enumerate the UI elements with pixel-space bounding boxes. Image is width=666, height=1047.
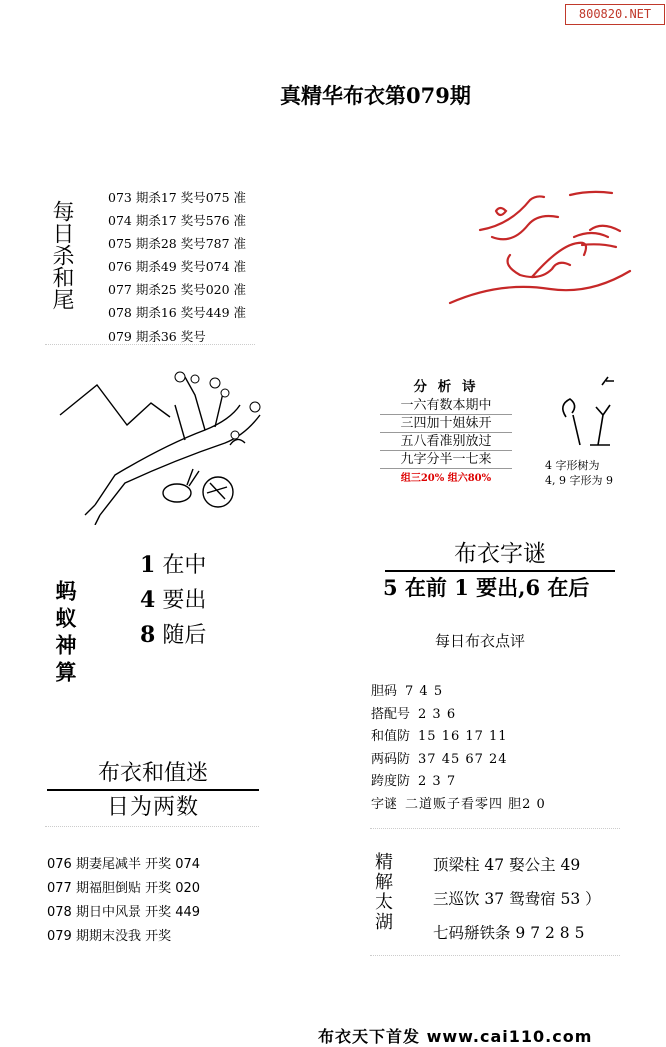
page-title: 真精华布衣第079期 bbox=[280, 83, 471, 108]
shape-hint-line: 4 字形树为 bbox=[545, 459, 600, 472]
ant-text: 在中 bbox=[162, 553, 207, 578]
hezhi-heading: 布衣和值迷 bbox=[47, 756, 259, 791]
ant-num: 4 bbox=[140, 587, 156, 613]
poem-line: 一六有数本期中 bbox=[380, 397, 512, 415]
ant-line bbox=[140, 548, 206, 583]
code-row bbox=[371, 749, 546, 772]
review-heading: 每日布衣点评 bbox=[435, 632, 526, 650]
divider bbox=[370, 955, 620, 956]
review-codes bbox=[371, 681, 546, 816]
branch-rabbit-illustration bbox=[55, 365, 275, 525]
code-value: 15 16 17 11 bbox=[418, 729, 508, 744]
poem-line: 五八看准别放过 bbox=[380, 433, 512, 451]
analysis-poem bbox=[380, 378, 512, 488]
ant-calc-lines bbox=[140, 548, 206, 653]
ant-line bbox=[140, 583, 206, 618]
list-item: 076 期杀49 奖号074 准 bbox=[108, 259, 247, 275]
code-value: 2 3 6 bbox=[418, 706, 457, 722]
code-label: 两码防 bbox=[371, 751, 411, 767]
daily-kill-list bbox=[108, 186, 246, 348]
shape-hint bbox=[545, 458, 613, 488]
code-row bbox=[371, 681, 546, 704]
code-value: 二道贩子看零四 胆2 0 bbox=[405, 796, 546, 812]
hezhi-list bbox=[47, 853, 200, 949]
riddle-heading: 布衣字谜 bbox=[385, 535, 615, 572]
ant-num: 1 bbox=[140, 552, 156, 578]
code-value: 2 3 7 bbox=[418, 774, 457, 789]
site-badge[interactable]: 800820.NET bbox=[565, 4, 665, 25]
code-label: 搭配号 bbox=[371, 706, 411, 722]
poem-line: 三四加十姐妹开 bbox=[380, 415, 512, 433]
poem-heading: 分 析 诗 bbox=[413, 379, 479, 395]
calligraphy-illustration bbox=[440, 185, 640, 315]
riddle-answer: 5 在前 1 要出,6 在后 bbox=[383, 575, 590, 600]
list-item: 078 期杀16 奖号449 准 bbox=[108, 305, 247, 321]
ant-text: 要出 bbox=[162, 588, 207, 613]
list-item: 076 期妻尾减半 开奖 074 bbox=[47, 857, 201, 872]
ant-text: 随后 bbox=[162, 623, 207, 648]
lake-line: 七码掰铁条 9 7 2 8 5 bbox=[433, 924, 585, 942]
lake-heading: 精解太湖 bbox=[372, 852, 393, 932]
list-item: 077 期杀25 奖号020 准 bbox=[108, 282, 247, 298]
lake-line: 三巡饮 37 鸳鸯宿 53 ） bbox=[433, 890, 601, 908]
ant-line bbox=[140, 618, 206, 653]
code-label: 跨度防 bbox=[371, 774, 411, 789]
code-value: 7 4 5 bbox=[405, 684, 444, 699]
poem-line: 九字分半一七来 bbox=[380, 451, 512, 469]
poem-footer: 组三20% 组六80% bbox=[400, 473, 492, 484]
shape-hint-line: 4, 9 字形为 9 bbox=[545, 474, 613, 487]
list-item: 075 期杀28 奖号787 准 bbox=[108, 236, 247, 252]
ant-calc-heading: 蚂蚁神算 bbox=[53, 580, 78, 688]
code-row bbox=[371, 794, 546, 817]
ant-num: 8 bbox=[140, 622, 156, 648]
code-row bbox=[371, 771, 546, 794]
code-label: 字谜 bbox=[371, 796, 398, 812]
code-row bbox=[371, 726, 546, 749]
divider bbox=[45, 344, 255, 345]
list-item: 079 期杀36 奖号 bbox=[108, 328, 206, 344]
list-item: 073 期杀17 奖号075 准 bbox=[108, 190, 247, 205]
code-row bbox=[371, 704, 546, 727]
code-label: 和值防 bbox=[371, 729, 411, 744]
tree-illustration bbox=[548, 375, 628, 455]
daily-kill-heading: 每日杀和尾 bbox=[49, 200, 74, 310]
lake-line: 顶梁柱 47 娶公主 49 bbox=[433, 856, 581, 874]
hezhi-subtitle: 日为两数 bbox=[106, 795, 199, 820]
list-item: 078 期日中风景 开奖 449 bbox=[47, 905, 201, 920]
code-label: 胆码 bbox=[371, 684, 398, 699]
divider bbox=[370, 828, 620, 829]
list-item: 079 期期末没我 开奖 bbox=[47, 929, 172, 944]
list-item: 077 期福胆倒贴 开奖 020 bbox=[47, 881, 201, 896]
lake-lines bbox=[433, 848, 601, 950]
divider bbox=[45, 826, 259, 827]
code-value: 37 45 67 24 bbox=[418, 751, 508, 767]
list-item: 074 期杀17 奖号576 准 bbox=[108, 213, 247, 229]
footer-banner[interactable]: 布衣天下首发 www.cai110.com bbox=[318, 1027, 593, 1046]
